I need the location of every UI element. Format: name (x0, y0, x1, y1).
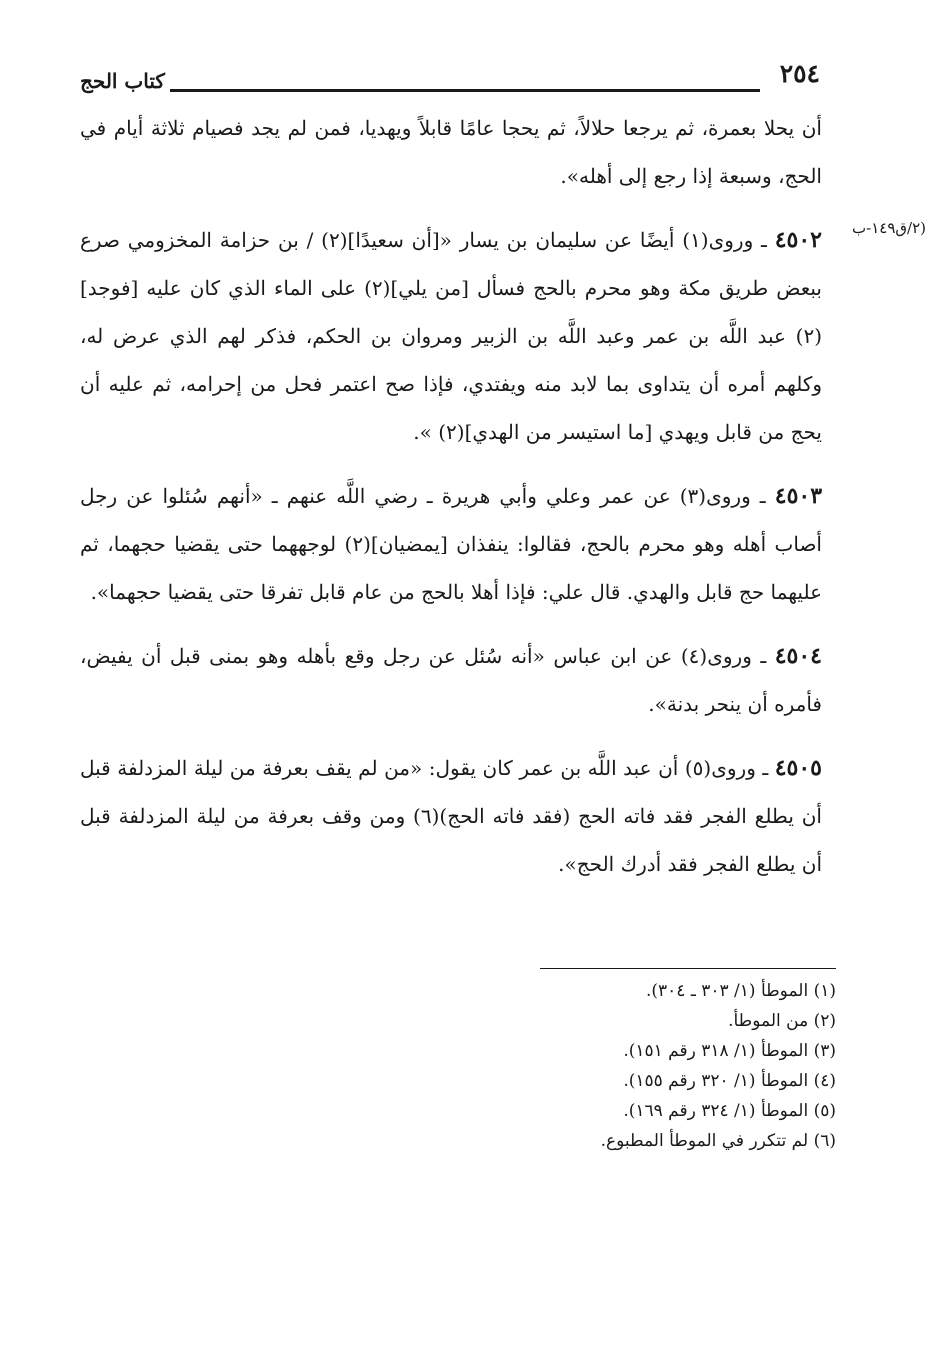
paragraph-4502 (80, 216, 822, 456)
paragraph-4504 (80, 632, 822, 728)
paragraph-text: ـ وروى(٤) عن ابن عباس «أنه سُئل عن رجل وقع بأهله وهو بمنى قبل أن يفيض، فأمره أن ينحر بدنة». (80, 644, 822, 716)
footnotes-list (336, 976, 836, 1156)
paragraph-4505 (80, 744, 822, 888)
paragraph-text: ـ وروى(٥) أن عبد اللَّه بن عمر كان يقول: «من لم يقف بعرفة من ليلة المزدلفة قبل أن يطلع الفجر فقد فاته الحج (فقد فاته الحج)(٦) ومن وقف بعرفة من ليلة المزدلفة قبل أن يطلع الفجر فقد أدرك الحج». (80, 756, 822, 876)
header-rule (170, 89, 760, 92)
footnote-3: (٣) الموطأ (١/ ٣١٨ رقم ١٥١). (623, 1041, 836, 1061)
main-text (80, 104, 822, 904)
book-title: كتاب الحج (80, 69, 165, 93)
paragraph-4503 (80, 472, 822, 616)
page-header (80, 56, 820, 96)
paragraph-text: ـ وروى(١) أيضًا عن سليمان بن يسار «[أن سعيدًا](٢) / بن حزامة المخزومي صرع ببعض طريق مكة وهو محرم بالحج فسأل [من يلي](٢) على الماء الذي كان عليه [فوجد](٢) عبد اللَّه بن عمر وعبد اللَّه بن الزبير ومروان بن الحكم، فذكر لهم الذي عرض له، وكلهم أمره أن يتداوى بما لابد منه ويفتدي، فإذا صح اعتمر فحل من إحرامه، ثم عليه أن يحج من قابل ويهدي [ما استيسر من الهدي](٢) ». (80, 228, 822, 444)
paragraph-continuation (80, 104, 822, 200)
paragraph-number: ٤٥٠٣ (774, 483, 823, 509)
footnote-4: (٤) الموطأ (١/ ٣٢٠ رقم ١٥٥). (623, 1071, 836, 1091)
paragraph-text: ـ وروى(٣) عن عمر وعلي وأبي هريرة ـ رضي اللَّه عنهم ـ «أنهم سُئلوا عن رجل أصاب أهله وهو محرم بالحج، فقالوا: ينفذان [يمضيان](٢) لوجههما حتى يقضيا حجهما، ثم عليهما حج قابل والهدي. قال علي: فإذا أهلا بالحج من عام قابل تفرقا حتى يقضيا حجهما». (80, 484, 822, 604)
footnote-2: (٢) من الموطأ. (728, 1011, 836, 1031)
page-number: ٢٥٤ (779, 59, 820, 88)
paragraph-number: ٤٥٠٢ (774, 227, 822, 253)
paragraph-text: أن يحلا بعمرة، ثم يرجعا حلالاً، ثم يحجا عامًا قابلاً ويهديا، فمن لم يجد فصيام ثلاثة أيام في الحج، وسبعة إذا رجع إلى أهله». (80, 116, 822, 188)
footnote-1: (١) الموطأ (١/ ٣٠٣ ـ ٣٠٤). (645, 981, 836, 1001)
footnote-6: (٦) لم تتكرر في الموطأ المطبوع. (600, 1131, 836, 1151)
manuscript-margin-note: (٢/ق١٤٩-ب (852, 219, 926, 237)
paragraph-number: ٤٥٠٥ (774, 755, 822, 781)
footnote-5: (٥) الموطأ (١/ ٣٢٤ رقم ١٦٩). (623, 1101, 836, 1121)
footnote-divider (540, 968, 836, 969)
paragraph-number: ٤٥٠٤ (774, 643, 822, 669)
